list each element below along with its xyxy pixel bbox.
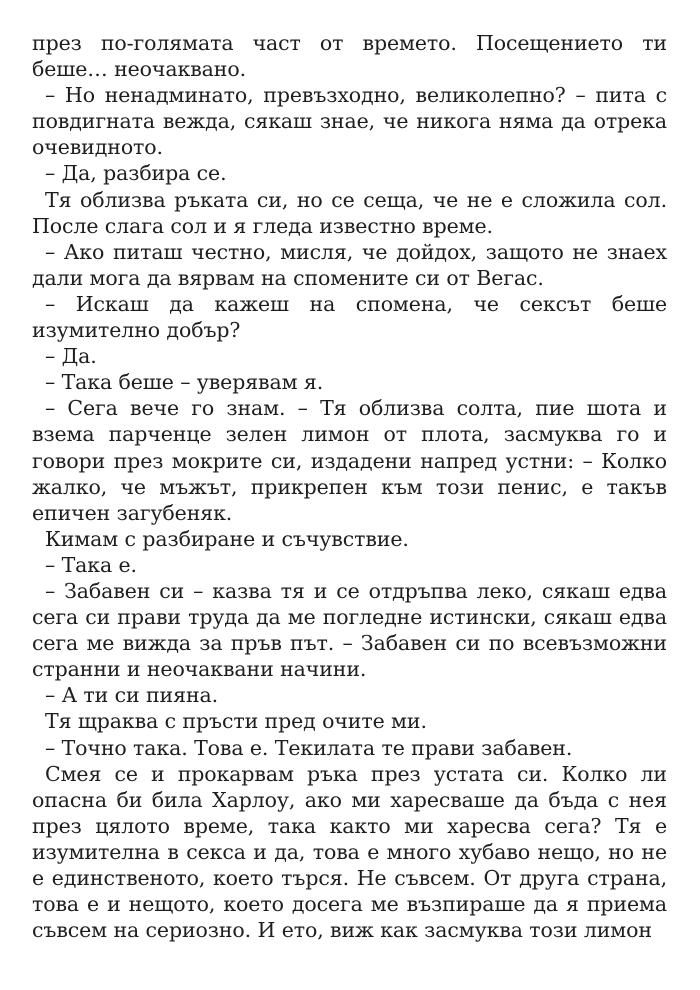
- paragraph: Кимам с разбиране и съчувствие.: [45, 526, 409, 551]
- paragraph: през по-голямата част от времето. Посещението ти беше… неочаквано.: [32, 31, 667, 82]
- paragraph: – Ако питаш честно, мисля, че дойдох, защото не знаех дали мога да вярвам на спомените си от Вегас.: [32, 239, 667, 290]
- paragraph: – Точно така. Това е. Текилата те прави забавен.: [45, 735, 573, 760]
- page-text: [32, 30, 667, 943]
- paragraph: – Така е.: [45, 552, 137, 577]
- paragraph: – А ти си пияна.: [45, 683, 219, 708]
- paragraph: – Искаш да кажеш на спомена, че сексът беше изумително добър?: [32, 291, 667, 343]
- paragraph: – Да.: [45, 344, 97, 369]
- paragraph: Тя щраква с пръсти пред очите ми.: [45, 709, 427, 734]
- paragraph: Смея се и прокарвам ръка през устата си. Колко ли опасна би била Харлоу, ако ми харесваше да бъда с нея през цялото време, така както ми харесва сега? Тя е изумителна в секса и да, това е много хубаво нещо, но не е единственото, което търся. Не съвсем. От друга страна, това е и нещото, което досега ме възпираше да я приема съвсем на сериозно. И ето, виж как засмуква този лимон: [32, 761, 667, 943]
- paragraph: – Сега вече го знам. – Тя облизва солта, пие шота и взема парченце зелен лимон от плота, засмуква го и говори през мокрите си, издадени напред устни: – Колко жалко, че мъжът, прикрепен към този пенис, е такъв епичен загубеняк.: [32, 396, 667, 525]
- paragraph: – Но ненадминато, превъзходно, великолепно? – пита с повдигната вежда, сякаш знае, че никога няма да отрека очевидното.: [32, 83, 667, 160]
- paragraph: Тя облизва ръката си, но се сеща, че не е сложила сол. После слага сол и я гледа известно време.: [32, 187, 667, 238]
- paragraph: – Да, разбира се.: [45, 161, 227, 186]
- paragraph: – Забавен си – казва тя и се отдръпва леко, сякаш едва сега си прави труда да ме погледне истински, сякаш едва сега ме вижда за пръв път. – Забавен си по всевъзможни странни и неочаквани начини.: [32, 578, 667, 682]
- paragraph: – Така беше – уверявам я.: [45, 370, 324, 395]
